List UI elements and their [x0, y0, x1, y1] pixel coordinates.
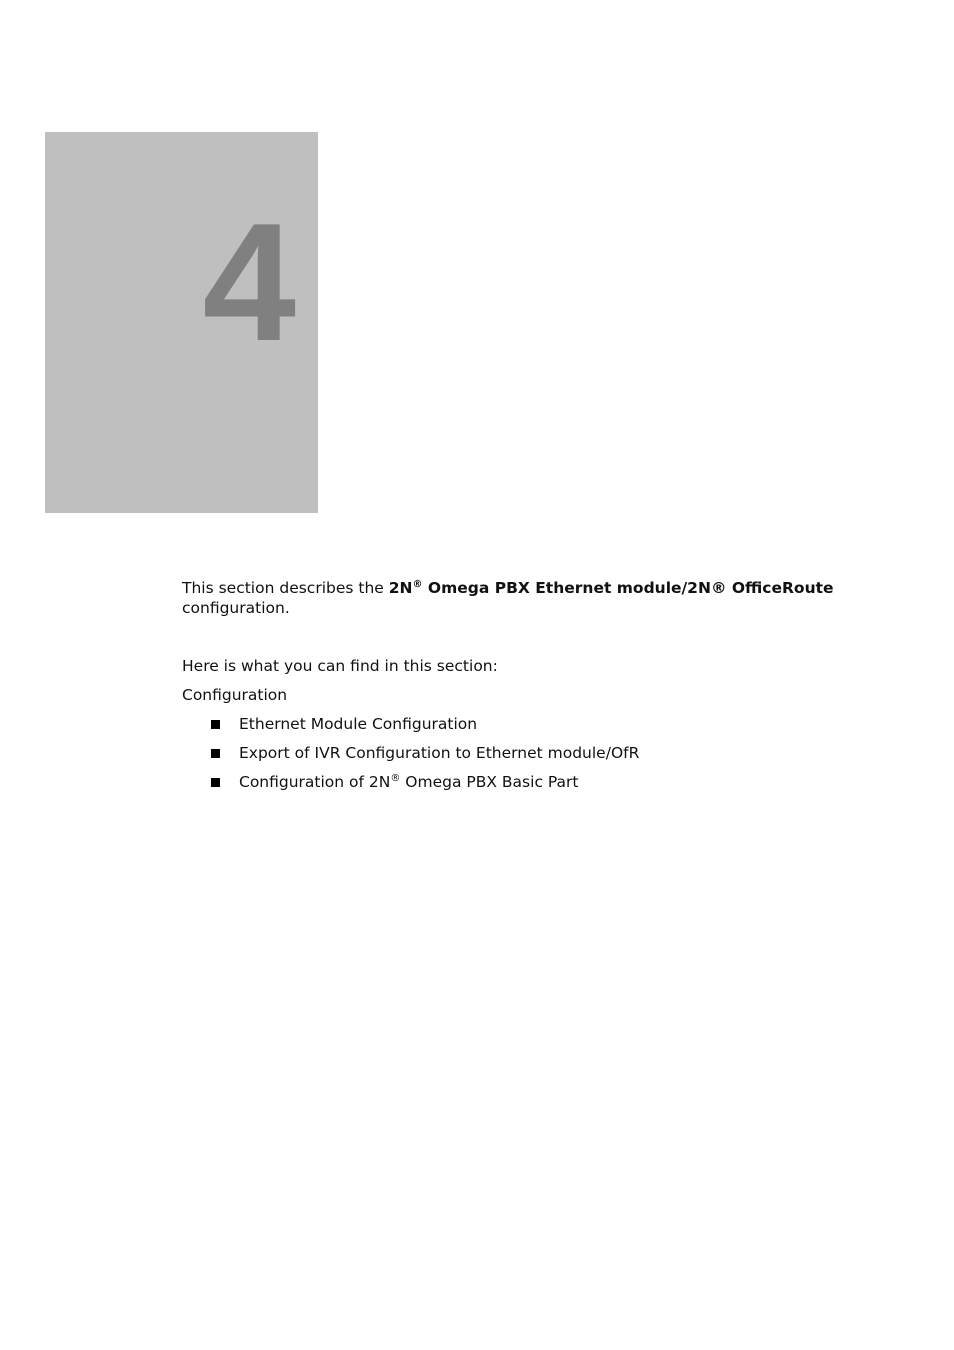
section-content	[182, 578, 882, 801]
list-item[interactable]	[182, 772, 882, 792]
intro-paragraph	[182, 578, 882, 618]
section-topics-list	[182, 714, 882, 792]
registered-mark: ®	[412, 578, 423, 590]
chapter-number-block	[45, 132, 318, 513]
square-bullet-icon	[211, 778, 220, 787]
intro-prefix: This section describes the	[182, 579, 389, 597]
product-name: 2N® Omega PBX Ethernet module/2N® OfficeRoute	[388, 578, 834, 597]
configuration-group-title: Configuration	[182, 686, 288, 704]
section-contents-heading: Here is what you can find in this section:	[182, 657, 498, 675]
square-bullet-icon	[211, 749, 220, 758]
list-item[interactable]	[182, 743, 882, 763]
intro-suffix: configuration.	[182, 599, 290, 617]
square-bullet-icon	[211, 720, 220, 729]
list-item-label: Export of IVR Configuration to Ethernet module/OfR	[239, 744, 640, 762]
chapter-number: 4	[202, 188, 296, 376]
list-item-label: Ethernet Module Configuration	[239, 715, 478, 733]
list-item[interactable]	[182, 714, 882, 734]
list-item-label: Configuration of 2N® Omega PBX Basic Part	[239, 772, 579, 791]
registered-mark: ®	[390, 772, 401, 784]
